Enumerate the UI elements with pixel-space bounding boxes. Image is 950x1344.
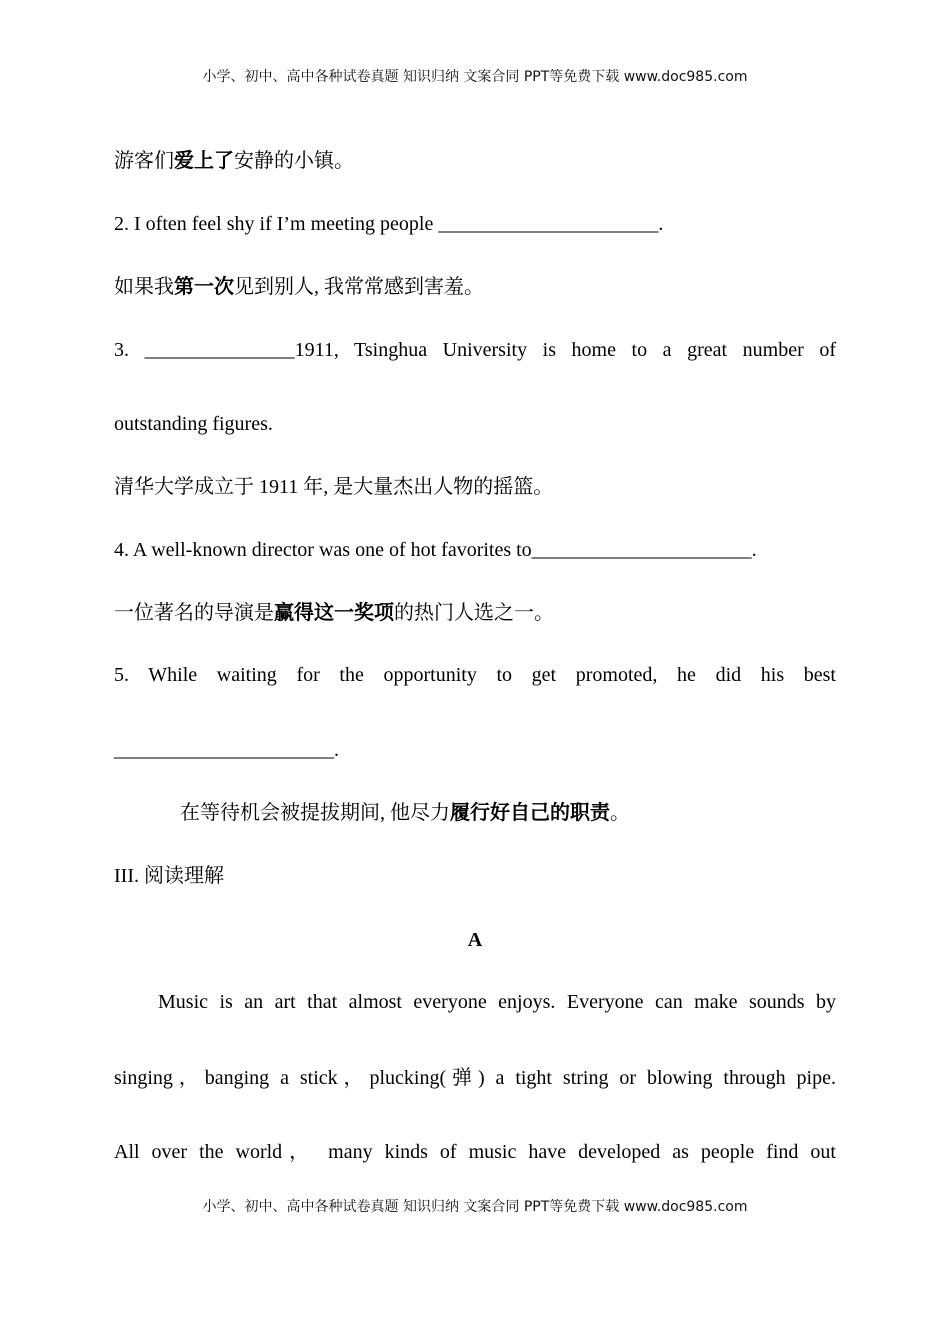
item2-zh-keyword: 第一次 bbox=[174, 276, 234, 298]
item5-zh-pre: 在等待机会被提拔期间, 他尽力 bbox=[180, 802, 450, 824]
page-footer: 小学、初中、高中各种试卷真题 知识归纳 文案合同 PPT等免费下载 www.doc985.com bbox=[202, 1199, 748, 1215]
item2-question: 2. I often feel shy if I’m meeting people ______________________. bbox=[114, 213, 664, 235]
item1-zh-post: 安静的小镇。 bbox=[234, 150, 354, 172]
passage-line1: Music is an art that almost everyone enjoys. Everyone can make sounds by bbox=[158, 991, 836, 1013]
page-header: 小学、初中、高中各种试卷真题 知识归纳 文案合同 PPT等免费下载 www.doc985.com bbox=[202, 69, 748, 85]
item5-translation bbox=[180, 800, 836, 826]
item4-zh-keyword: 赢得这一奖项 bbox=[274, 602, 394, 624]
item4-zh-pre: 一位著名的导演是 bbox=[114, 602, 274, 624]
item5-zh-post: 。 bbox=[610, 802, 630, 824]
item1-zh-keyword: 爱上了 bbox=[174, 150, 234, 172]
item5-question-line2: ______________________. bbox=[114, 739, 339, 761]
item2-zh-post: 见到别人, 我常常感到害羞。 bbox=[234, 276, 484, 298]
item1-zh-pre: 游客们 bbox=[114, 150, 174, 172]
item2-zh-pre: 如果我 bbox=[114, 276, 174, 298]
item4-zh-post: 的热门人选之一。 bbox=[394, 602, 554, 624]
section3-title: III. 阅读理解 bbox=[114, 865, 224, 887]
item4-translation bbox=[114, 600, 836, 626]
item5-question-line1: 5. While waiting for the opportunity to get promoted, he did his best bbox=[114, 664, 836, 686]
item1-translation bbox=[114, 148, 836, 174]
item3-question-line1: 3. _______________1911, Tsinghua University is home to a great number of bbox=[114, 339, 836, 361]
item4-question: 4. A well-known director was one of hot favorites to______________________. bbox=[114, 539, 757, 561]
item5-zh-keyword: 履行好自己的职责 bbox=[450, 802, 610, 824]
passage-line2: singing，banging a stick，plucking(弹) a tight string or blowing through pipe. bbox=[114, 1067, 836, 1089]
passage-label: A bbox=[467, 929, 483, 951]
item2-translation bbox=[114, 274, 836, 300]
item3-translation: 清华大学成立于 1911 年, 是大量杰出人物的摇篮。 bbox=[114, 476, 554, 498]
passage-line3: All over the world， many kinds of music have developed as people find out bbox=[114, 1141, 836, 1163]
item3-question-line2: outstanding figures. bbox=[114, 413, 273, 435]
